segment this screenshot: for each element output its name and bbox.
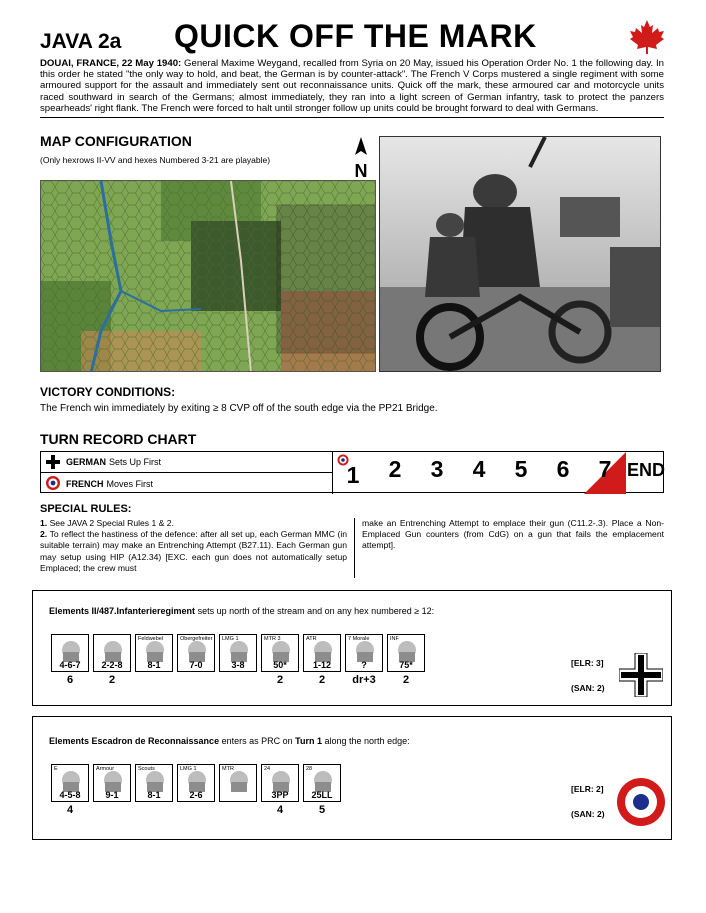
french-entry-turn: Turn 1 (295, 736, 322, 746)
counter-quantity: 4 (276, 804, 284, 816)
french-roundel-large-icon (616, 777, 666, 827)
turn-7: 7 (598, 456, 612, 482)
map-playable-note: (Only hexrows II-VV and hexes Numbered 3-21 are playable) (40, 155, 271, 165)
french-unit-counter (177, 764, 215, 802)
counter-top-label: 24 (264, 766, 271, 772)
rule-1-text: See JAVA 2 Special Rules 1 & 2. (49, 518, 174, 528)
german-cross-icon (45, 454, 61, 470)
french-san: (SAN: 2) (571, 809, 605, 819)
counter-value-label: 3-8 (231, 660, 245, 670)
counter-quantity: 2 (402, 674, 410, 686)
german-oob-box (32, 590, 672, 706)
intro-text: General Maxime Weygand, recalled from Syria on 20 May, issued his Operation Order No. 1 the following day. In this order he stated "the only way to hold, and beat, the German is by counter-attack". The French V Corps mustered a single regiment with some armoured support for the assault and immediately sent out reconnaissance units. Quick off the mark, these armoured car and motorcycle units raced southward in search of the Germans; almost immediately, they ran into a light screen of German infantry, task to protect the panzers spearheads' right flank. The French were forced to halt until stronger follow up units could be brought forward to deal with Germans. (40, 58, 665, 114)
french-move-row (41, 473, 333, 494)
french-unit-name: Elements Escadron de Reconnaissance (49, 736, 220, 746)
counter-top-label: MTR 3 (264, 636, 281, 642)
french-unit-counter (135, 764, 173, 802)
rule-1-number: 1. (40, 518, 48, 528)
counter-top-label: INF (390, 636, 399, 642)
french-unit-counter (219, 764, 257, 802)
counter-quantity: 4 (66, 804, 74, 816)
maple-leaf-icon (628, 18, 666, 56)
counter-quantity: 5 (318, 804, 326, 816)
counter-quantity: 2 (276, 674, 284, 686)
counter-value-label: 4-6-7 (59, 660, 81, 670)
german-unit-counter (261, 634, 299, 672)
counter-value-label: 3PP (271, 790, 289, 800)
counter-top-label: 28 (306, 766, 313, 772)
counter-value-label: ? (361, 660, 367, 670)
german-setup-text: Sets Up First (109, 457, 162, 467)
counter-value-label: 75* (399, 660, 413, 670)
german-unit-counter (345, 634, 383, 672)
french-unit-counter (93, 764, 131, 802)
north-arrow-icon (352, 137, 370, 181)
counter-quantity: 2 (108, 674, 116, 686)
turn-record-chart (40, 451, 664, 493)
victory-conditions-text: The French win immediately by exiting ≥ 8 CVP off of the south edge via the PP21 Bridge. (40, 403, 438, 414)
counter-value-label: 25LL (311, 790, 333, 800)
german-elr: [ELR: 3] (571, 658, 604, 668)
german-unit-counter (51, 634, 89, 672)
turn-1: 1 (346, 462, 360, 488)
german-setup-row (41, 452, 333, 473)
german-balkenkreuz-icon (619, 653, 663, 697)
french-roundel-icon (45, 475, 61, 491)
rules-column-divider (354, 518, 355, 578)
french-oob-box (32, 716, 672, 840)
special-rules-column-1 (40, 518, 347, 574)
french-move-text: Moves First (106, 478, 154, 489)
french-oob-title (49, 736, 410, 746)
turn-4: 4 (472, 456, 486, 482)
historical-photo (379, 136, 661, 372)
german-unit-counter (303, 634, 341, 672)
rule-2-text-b: make an Entrenching Attempt to emplace their gun (C11.2-.3). Place a Non-Emplaced Gun counters (from CdG) on a gun that fails the emplacement attempt]. (362, 518, 664, 551)
counter-top-label: Armour (96, 766, 115, 772)
intro-lead: DOUAI, FRANCE, 22 May 1940: (40, 58, 182, 69)
map-configuration-heading: MAP CONFIGURATION (40, 133, 192, 149)
turn-5: 5 (514, 456, 528, 482)
german-oob-title (49, 606, 434, 616)
counter-value-label: 8-1 (147, 660, 161, 670)
counter-value-label: 7-0 (189, 660, 203, 670)
turn-record-heading: TURN RECORD CHART (40, 431, 197, 447)
french-unit-counter (303, 764, 341, 802)
german-san: (SAN: 2) (571, 683, 605, 693)
rule-2-number: 2. (40, 529, 48, 540)
turn-end: END (627, 460, 666, 480)
counter-quantity: 6 (66, 674, 74, 686)
turn-3: 3 (430, 456, 444, 482)
turn-6: 6 (556, 456, 570, 482)
german-side-label: GERMAN (66, 457, 106, 467)
counter-top-label: LMG 1 (222, 636, 239, 642)
german-unit-counter (135, 634, 173, 672)
german-unit-counter (177, 634, 215, 672)
german-unit-counter (387, 634, 425, 672)
german-unit-name: Elements II/487.Infanterieregiment (49, 606, 196, 616)
counter-top-label: E (54, 766, 58, 772)
french-side-label: FRENCH (66, 478, 104, 489)
counter-value-label: 50* (273, 660, 287, 670)
french-entry-text-b: along the north edge: (324, 736, 410, 746)
counter-value-label: 8-1 (147, 790, 161, 800)
french-entry-text-a: enters as PRC on (221, 736, 293, 746)
german-setup-instructions: sets up north of the stream and on any hex numbered ≥ 12: (197, 606, 435, 616)
victory-conditions-heading: VICTORY CONDITIONS: (40, 385, 176, 399)
counter-top-label: LMG 1 (180, 766, 197, 772)
french-unit-counter (51, 764, 89, 802)
counter-value-label: 1-12 (312, 660, 331, 670)
counter-value-label: 9-1 (105, 790, 119, 800)
counter-top-label: 7 Morale (348, 636, 370, 642)
scenario-title: QUICK OFF THE MARK (174, 18, 537, 54)
counter-top-label: Feldwebel (138, 636, 164, 642)
scenario-intro (40, 58, 664, 118)
counter-quantity: dr+3 (352, 674, 376, 686)
counter-value-label: 2-6 (189, 790, 203, 800)
counter-top-label: Scouts (138, 766, 155, 772)
counter-top-label: Obergefreiter (180, 636, 213, 642)
french-elr: [ELR: 2] (571, 784, 604, 794)
counter-value-label: 4-5-8 (59, 790, 81, 800)
counter-value-label: 2-2-8 (101, 660, 123, 670)
north-label: N (354, 161, 368, 181)
german-unit-counter (93, 634, 131, 672)
french-unit-counter (261, 764, 299, 802)
counter-top-label: ATR (306, 636, 317, 642)
hex-map-image (40, 180, 376, 372)
special-rules-heading: SPECIAL RULES: (40, 503, 132, 515)
counter-quantity: 2 (318, 674, 326, 686)
german-unit-counter (219, 634, 257, 672)
scenario-id: JAVA 2a (40, 30, 122, 53)
turn-2: 2 (388, 456, 402, 482)
counter-top-label: MTR (222, 766, 234, 772)
rule-2-text-a: To reflect the hastiness of the defence: after all set up, each German MMC (in suitable terrain) may make an Entrenching Attempt (B27.11). Each German gun may setup using HIP (A12.34) [EXC. each gun does not automatically setup Emplaced; the crew must (40, 529, 348, 573)
